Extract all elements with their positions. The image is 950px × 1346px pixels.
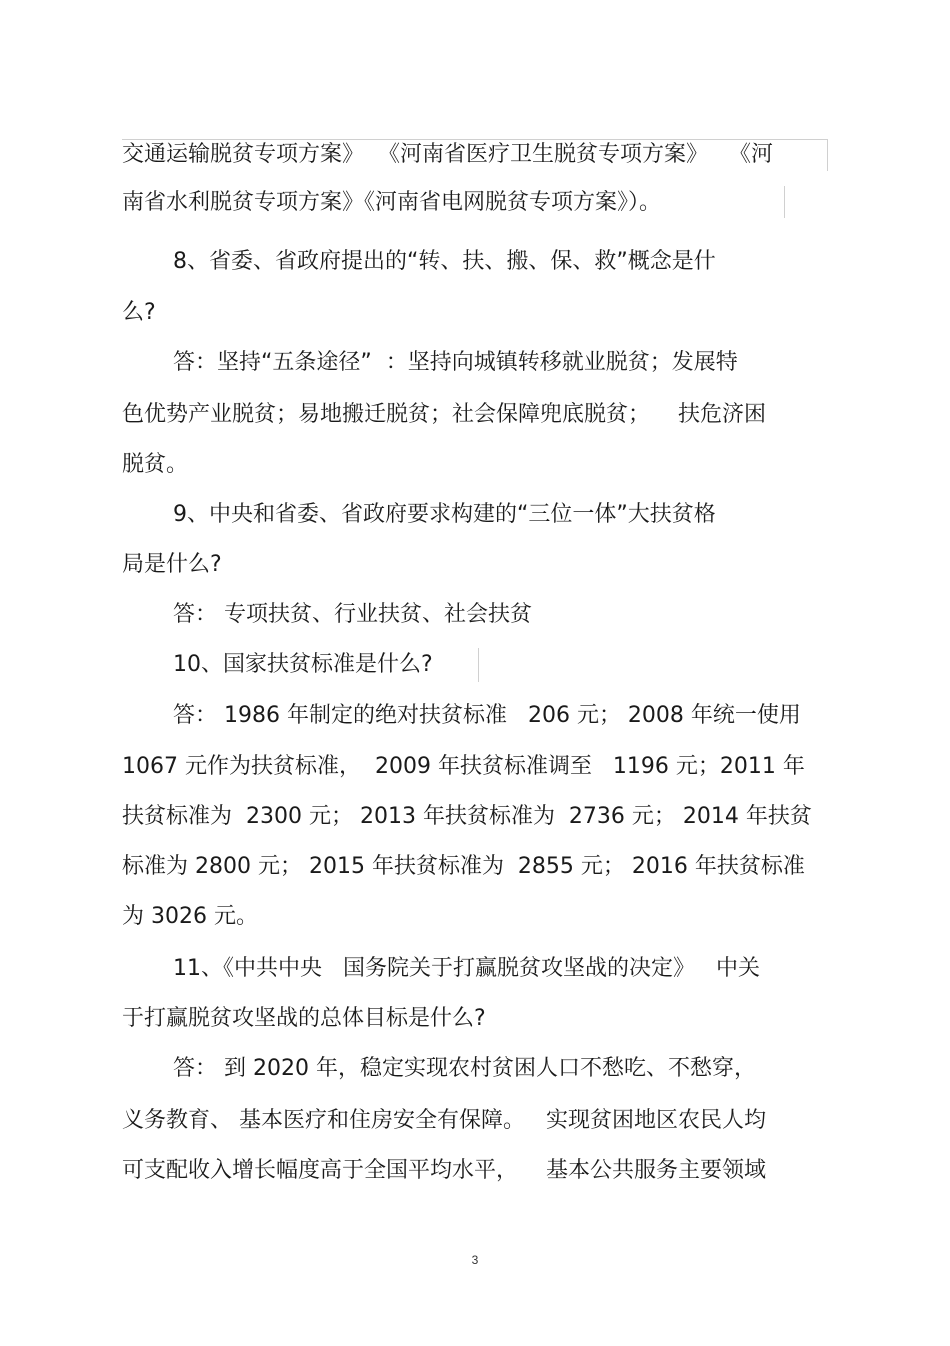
answer-10: 答： 1986 年制定的绝对扶贫标准 206 元； 2008 年统一使用: [173, 703, 801, 728]
question-10: 10、国家扶贫标准是什么?: [173, 652, 433, 677]
text-line: 局是什么?: [122, 552, 222, 577]
question-11: 11、《中共中央 国务院关于打赢脱贫攻坚战的决定》 中关: [173, 956, 760, 981]
text-line: 色优势产业脱贫；易地搬迁脱贫；社会保障兜底脱贫； 扶危济困: [122, 402, 766, 427]
text-line: 于打赢脱贫攻坚战的总体目标是什么?: [122, 1006, 486, 1031]
text-line: 扶贫标准为 2300 元； 2013 年扶贫标准为 2736 元； 2014 年扶贫: [122, 804, 812, 829]
text-line: 么?: [122, 300, 156, 325]
table-border-right-lower: [784, 186, 785, 218]
table-border-right: [827, 139, 828, 171]
text-line: 南省水利脱贫专项方案》《河南省电网脱贫专项方案》）。: [122, 190, 662, 215]
answer-8: 答：坚持“五条途径” ：坚持向城镇转移就业脱贫；发展特: [173, 350, 738, 375]
text-line: 脱贫。: [122, 452, 189, 477]
question-8: 8、省委、省政府提出的“转、扶、搬、保、救”概念是什: [173, 249, 716, 274]
text-line: 义务教育、 基本医疗和住房安全有保障。 实现贫困地区农民人均: [122, 1108, 766, 1133]
answer-9: 答： 专项扶贫、行业扶贫、社会扶贫: [173, 602, 532, 627]
text-cursor-mark: [478, 648, 479, 682]
text-line: 为 3026 元。: [122, 904, 258, 929]
text-line: 交通运输脱贫专项方案》 《河南省医疗卫生脱贫专项方案》 《河: [122, 142, 773, 167]
text-line: 1067 元作为扶贫标准， 2009 年扶贫标准调至 1196 元；2011 年: [122, 754, 805, 779]
text-line: 可支配收入增长幅度高于全国平均水平， 基本公共服务主要领域: [122, 1158, 766, 1183]
page-number: 3: [471, 1253, 479, 1267]
question-9: 9、中央和省委、省政府要求构建的“三位一体”大扶贫格: [173, 502, 716, 527]
answer-11: 答： 到 2020 年，稳定实现农村贫困人口不愁吃、不愁穿，: [173, 1056, 756, 1081]
text-line: 标准为 2800 元； 2015 年扶贫标准为 2855 元； 2016 年扶贫标准: [122, 854, 805, 879]
